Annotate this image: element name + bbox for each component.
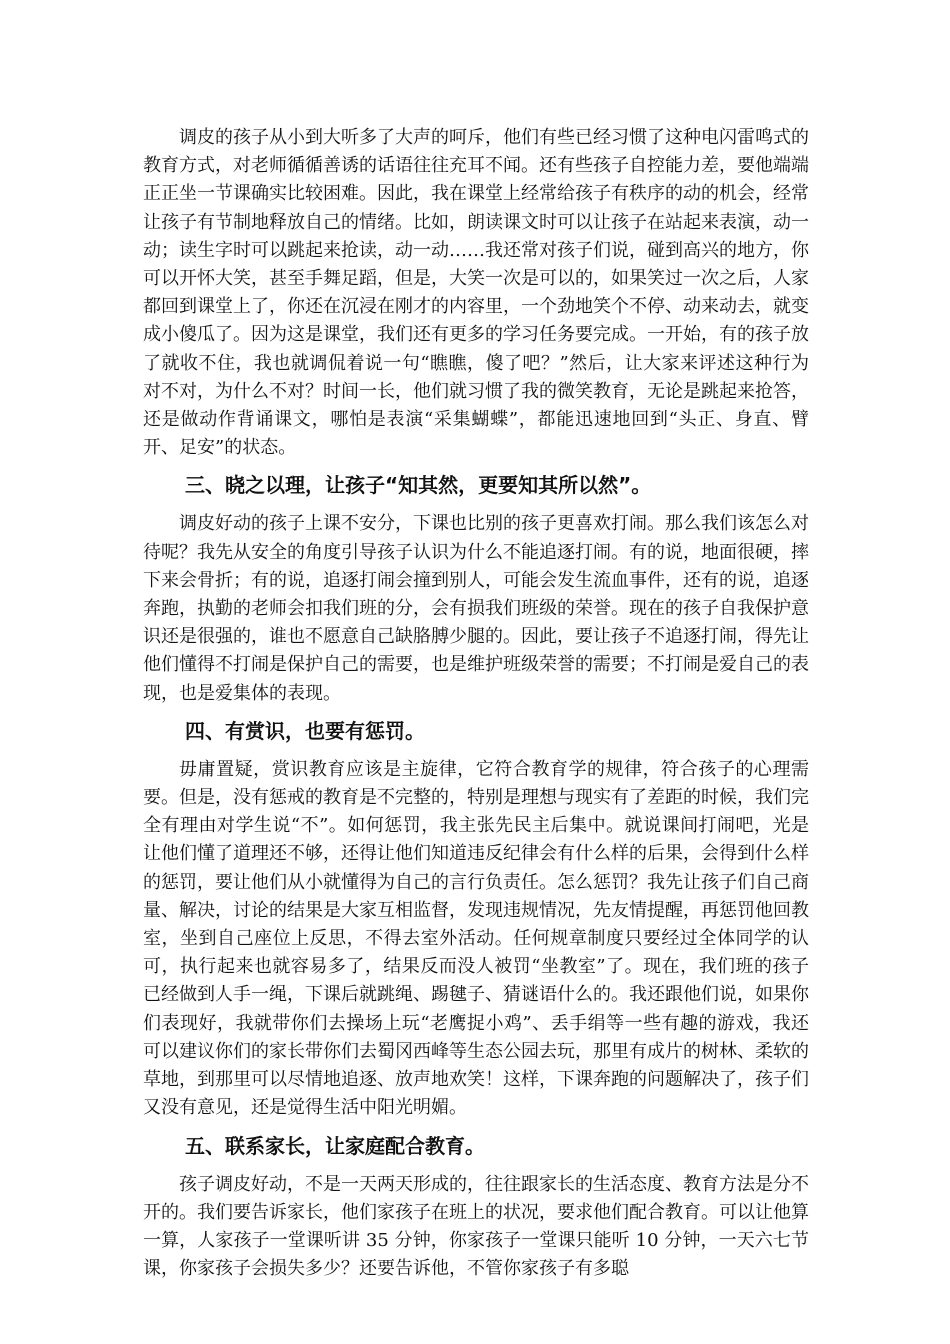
paragraph-contact-parents: 孩子调皮好动，不是一天两天形成的，往往跟家长的生活态度、教育方法是分不开的。我们要告诉家长，他们家孩子在班上的状况，要求他们配合教育。可以让他算一算，人家孩子一堂课听讲 35 分钟，你家孩子一堂课只能听 10 分钟，一天六七节课，你家孩子会损失多少？还要告诉他，不管你家孩子有多聪	[143, 1173, 809, 1280]
paragraph-no-chasing: 调皮好动的孩子上课不安分，下课也比别的孩子更喜欢打闹。那么我们该怎么对待呢？我先从安全的角度引导孩子认识为什么不能追逐打闹。有的说，地面很硬，摔下来会骨折；有的说，追逐打闹会撞到别人，可能会发生流血事件，还有的说，追逐奔跑，执勤的老师会扣我们班的分，会有损我们班级的荣誉。现在的孩子自我保护意识还是很强的，谁也不愿意自己缺胳膊少腿的。因此，要让孩子不追逐打闹，得先让他们懂得不打闹是保护自己的需要，也是维护班级荣誉的需要；不打闹是爱自己的表现，也是爱集体的表现。	[143, 513, 809, 704]
document-body	[143, 124, 809, 1283]
paragraph-classroom-movement: 调皮的孩子从小到大听多了大声的呵斥，他们有些已经习惯了这种电闪雷鸣式的教育方式，对老师循循善诱的话语往往充耳不闻。还有些孩子自控能力差，要他端端正正坐一节课确实比较困难。因此，我在课堂上经常给孩子有秩序的动的机会，经常让孩子有节制地释放自己的情绪。比如，朗读课文时可以让孩子在站起来表演，动一动；读生字时可以跳起来抢读，动一动……我还常对孩子们说，碰到高兴的地方，你可以开怀大笑，甚至手舞足蹈，但是，大笑一次是可以的，如果笑过一次之后，人家都回到课堂上了，你还在沉浸在刚才的内容里，一个劲地笑个不停、动来动去，就变成小傻瓜了。因为这是课堂，我们还有更多的学习任务要完成。一开始，有的孩子放了就收不住，我也就调侃着说一句“瞧瞧，傻了吧？”然后，让大家来评述这种行为对不对，为什么不对？时间一长，他们就习惯了我的微笑教育，无论是跳起来抢答，还是做动作背诵课文，哪怕是表演“采集蝴蝶”，都能迅速地回到“头正、身直、臂开、足安”的状态。	[143, 127, 809, 459]
heading-section-five: 五、联系家长，让家庭配合教育。	[185, 1133, 485, 1158]
heading-section-three: 三、晓之以理，让孩子“知其然，更要知其所以然”。	[185, 473, 652, 498]
heading-section-four: 四、有赏识，也要有惩罚。	[185, 718, 425, 743]
paragraph-punishment: 毋庸置疑，赏识教育应该是主旋律，它符合教育学的规律，符合孩子的心理需要。但是，没有惩戒的教育是不完整的，特别是理想与现实有了差距的时候，我们完全有理由对学生说“不”。如何惩罚，我主张先民主后集中。就说课间打闹吧，光是让他们懂了道理还不够，还得让他们知道违反纪律会有什么样的后果，会得到什么样的惩罚，要让他们从小就懂得为自己的言行负责任。怎么惩罚？我先让孩子们自己商量、解决，讨论的结果是大家互相监督，发现违规情况，先友情提醒，再惩罚他回教室，坐到自己座位上反思，不得去室外活动。任何规章制度只要经过全体同学的认可，执行起来也就容易多了，结果反而没人被罚“坐教室”了。现在，我们班的孩子已经做到人手一绳，下课后就跳绳、踢毽子、猜谜语什么的。我还跟他们说，如果你们表现好，我就带你们去操场上玩“老鹰捉小鸡”、丢手绢等一些有趣的游戏，我还可以建议你们的家长带你们去蜀冈西峰等生态公园去玩，那里有成片的树林、柔软的草地，到那里可以尽情地追逐、放声地欢笑！这样，下课奔跑的问题解决了，孩子们又没有意见，还是觉得生活中阳光明媚。	[143, 758, 809, 1119]
